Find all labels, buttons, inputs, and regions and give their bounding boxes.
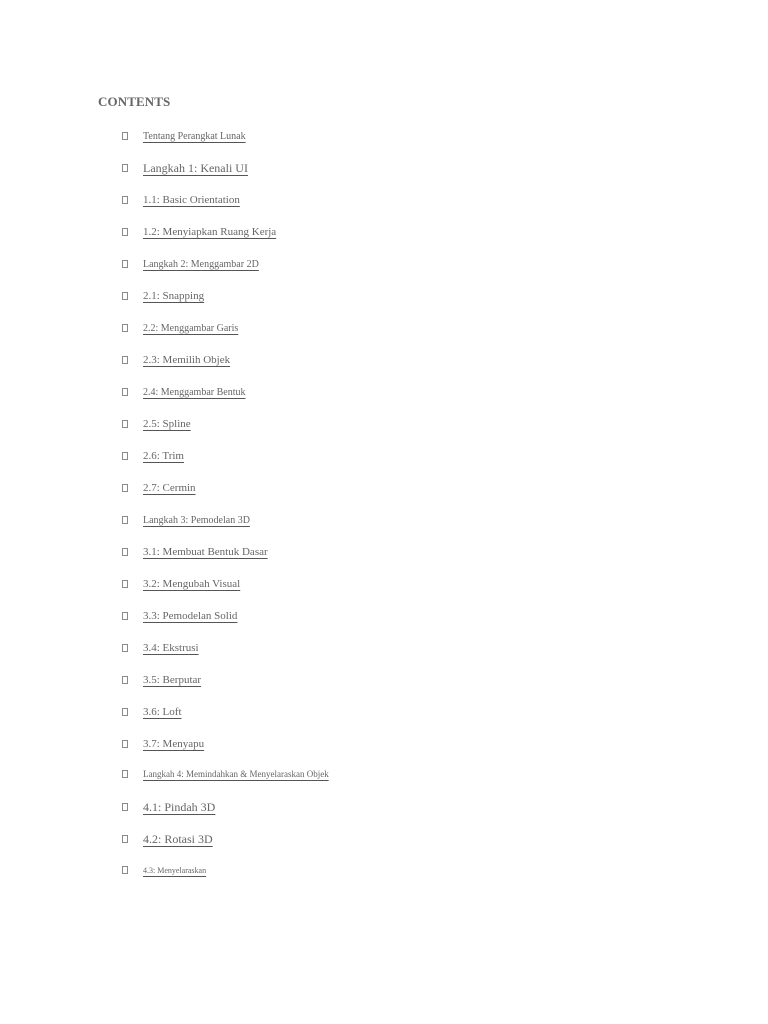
toc-item-4-1 bbox=[121, 799, 215, 815]
toc-item-about-software bbox=[121, 128, 246, 144]
toc-item-step-4 bbox=[121, 766, 329, 782]
toc-link-1-1[interactable]: 1.1: Basic Orientation bbox=[143, 194, 240, 206]
bullet-icon bbox=[122, 580, 128, 588]
toc-item-3-3 bbox=[121, 608, 237, 624]
bullet-icon bbox=[122, 548, 128, 556]
bullet-icon bbox=[122, 324, 128, 332]
toc-link-4-3[interactable]: 4.3: Menyelaraskan bbox=[143, 865, 207, 875]
toc-link-step-4[interactable]: Langkah 4: Memindahkan & Menyelaraskan Objek bbox=[143, 769, 329, 779]
toc-link-about-software[interactable]: Tentang Perangkat Lunak bbox=[143, 130, 246, 142]
bullet-icon bbox=[122, 356, 128, 364]
bullet-icon bbox=[122, 770, 128, 778]
toc-link-2-1[interactable]: 2.1: Snapping bbox=[143, 290, 205, 302]
bullet-icon bbox=[122, 260, 128, 268]
toc-link-2-6[interactable]: 2.6: Trim bbox=[143, 450, 184, 462]
toc-link-4-2[interactable]: 4.2: Rotasi 3D bbox=[143, 831, 213, 846]
toc-item-2-4 bbox=[121, 384, 245, 400]
toc-item-3-1 bbox=[121, 544, 268, 560]
bullet-icon bbox=[122, 228, 128, 236]
toc-link-4-1[interactable]: 4.1: Pindah 3D bbox=[143, 799, 216, 814]
toc-link-2-2[interactable]: 2.2: Menggambar Garis bbox=[143, 322, 239, 334]
toc-item-3-7 bbox=[121, 736, 204, 752]
toc-link-2-7[interactable]: 2.7: Cermin bbox=[143, 482, 196, 494]
toc-item-4-3 bbox=[121, 862, 206, 878]
toc-item-step-1 bbox=[121, 160, 248, 176]
toc-item-1-2 bbox=[121, 224, 276, 240]
toc-item-step-3 bbox=[121, 512, 250, 528]
bullet-icon bbox=[122, 866, 128, 874]
bullet-icon bbox=[122, 484, 128, 492]
bullet-icon bbox=[122, 708, 128, 716]
toc-item-2-2 bbox=[121, 320, 238, 336]
toc-link-2-5[interactable]: 2.5: Spline bbox=[143, 418, 191, 430]
toc-item-3-5 bbox=[121, 672, 201, 688]
toc-item-2-1 bbox=[121, 288, 204, 304]
bullet-icon bbox=[122, 676, 128, 684]
toc-link-3-3[interactable]: 3.3: Pemodelan Solid bbox=[143, 610, 238, 622]
bullet-icon bbox=[122, 612, 128, 620]
bullet-icon bbox=[122, 388, 128, 396]
bullet-icon bbox=[122, 835, 128, 843]
toc-link-3-5[interactable]: 3.5: Berputar bbox=[143, 674, 202, 686]
bullet-icon bbox=[122, 132, 128, 140]
toc-link-3-7[interactable]: 3.7: Menyapu bbox=[143, 738, 205, 750]
toc-item-2-5 bbox=[121, 416, 191, 432]
bullet-icon bbox=[122, 740, 128, 748]
bullet-icon bbox=[122, 644, 128, 652]
toc-link-2-4[interactable]: 2.4: Menggambar Bentuk bbox=[143, 386, 246, 398]
bullet-icon bbox=[122, 452, 128, 460]
contents-heading: CONTENTS bbox=[98, 94, 171, 109]
toc-item-3-6 bbox=[121, 704, 182, 720]
toc-link-3-2[interactable]: 3.2: Mengubah Visual bbox=[143, 578, 241, 590]
toc-link-2-3[interactable]: 2.3: Memilih Objek bbox=[143, 354, 231, 366]
toc-link-3-4[interactable]: 3.4: Ekstrusi bbox=[143, 642, 199, 654]
toc-link-1-2[interactable]: 1.2: Menyiapkan Ruang Kerja bbox=[143, 226, 277, 238]
toc-item-2-3 bbox=[121, 352, 230, 368]
toc-item-2-6 bbox=[121, 448, 184, 464]
toc-item-4-2 bbox=[121, 831, 213, 847]
toc-link-step-1[interactable]: Langkah 1: Kenali UI bbox=[143, 160, 248, 175]
bullet-icon bbox=[122, 420, 128, 428]
bullet-icon bbox=[122, 196, 128, 204]
toc-link-step-2[interactable]: Langkah 2: Menggambar 2D bbox=[143, 258, 259, 270]
toc-item-3-2 bbox=[121, 576, 240, 592]
bullet-icon bbox=[122, 292, 128, 300]
bullet-icon bbox=[122, 803, 128, 811]
toc-item-step-2 bbox=[121, 256, 259, 272]
toc-link-3-1[interactable]: 3.1: Membuat Bentuk Dasar bbox=[143, 546, 268, 558]
toc-item-1-1 bbox=[121, 192, 240, 208]
toc-link-step-3[interactable]: Langkah 3: Pemodelan 3D bbox=[143, 514, 250, 526]
toc-item-2-7 bbox=[121, 480, 196, 496]
toc-item-3-4 bbox=[121, 640, 199, 656]
bullet-icon bbox=[122, 516, 128, 524]
toc-link-3-6[interactable]: 3.6: Loft bbox=[143, 706, 182, 718]
bullet-icon bbox=[122, 164, 128, 172]
